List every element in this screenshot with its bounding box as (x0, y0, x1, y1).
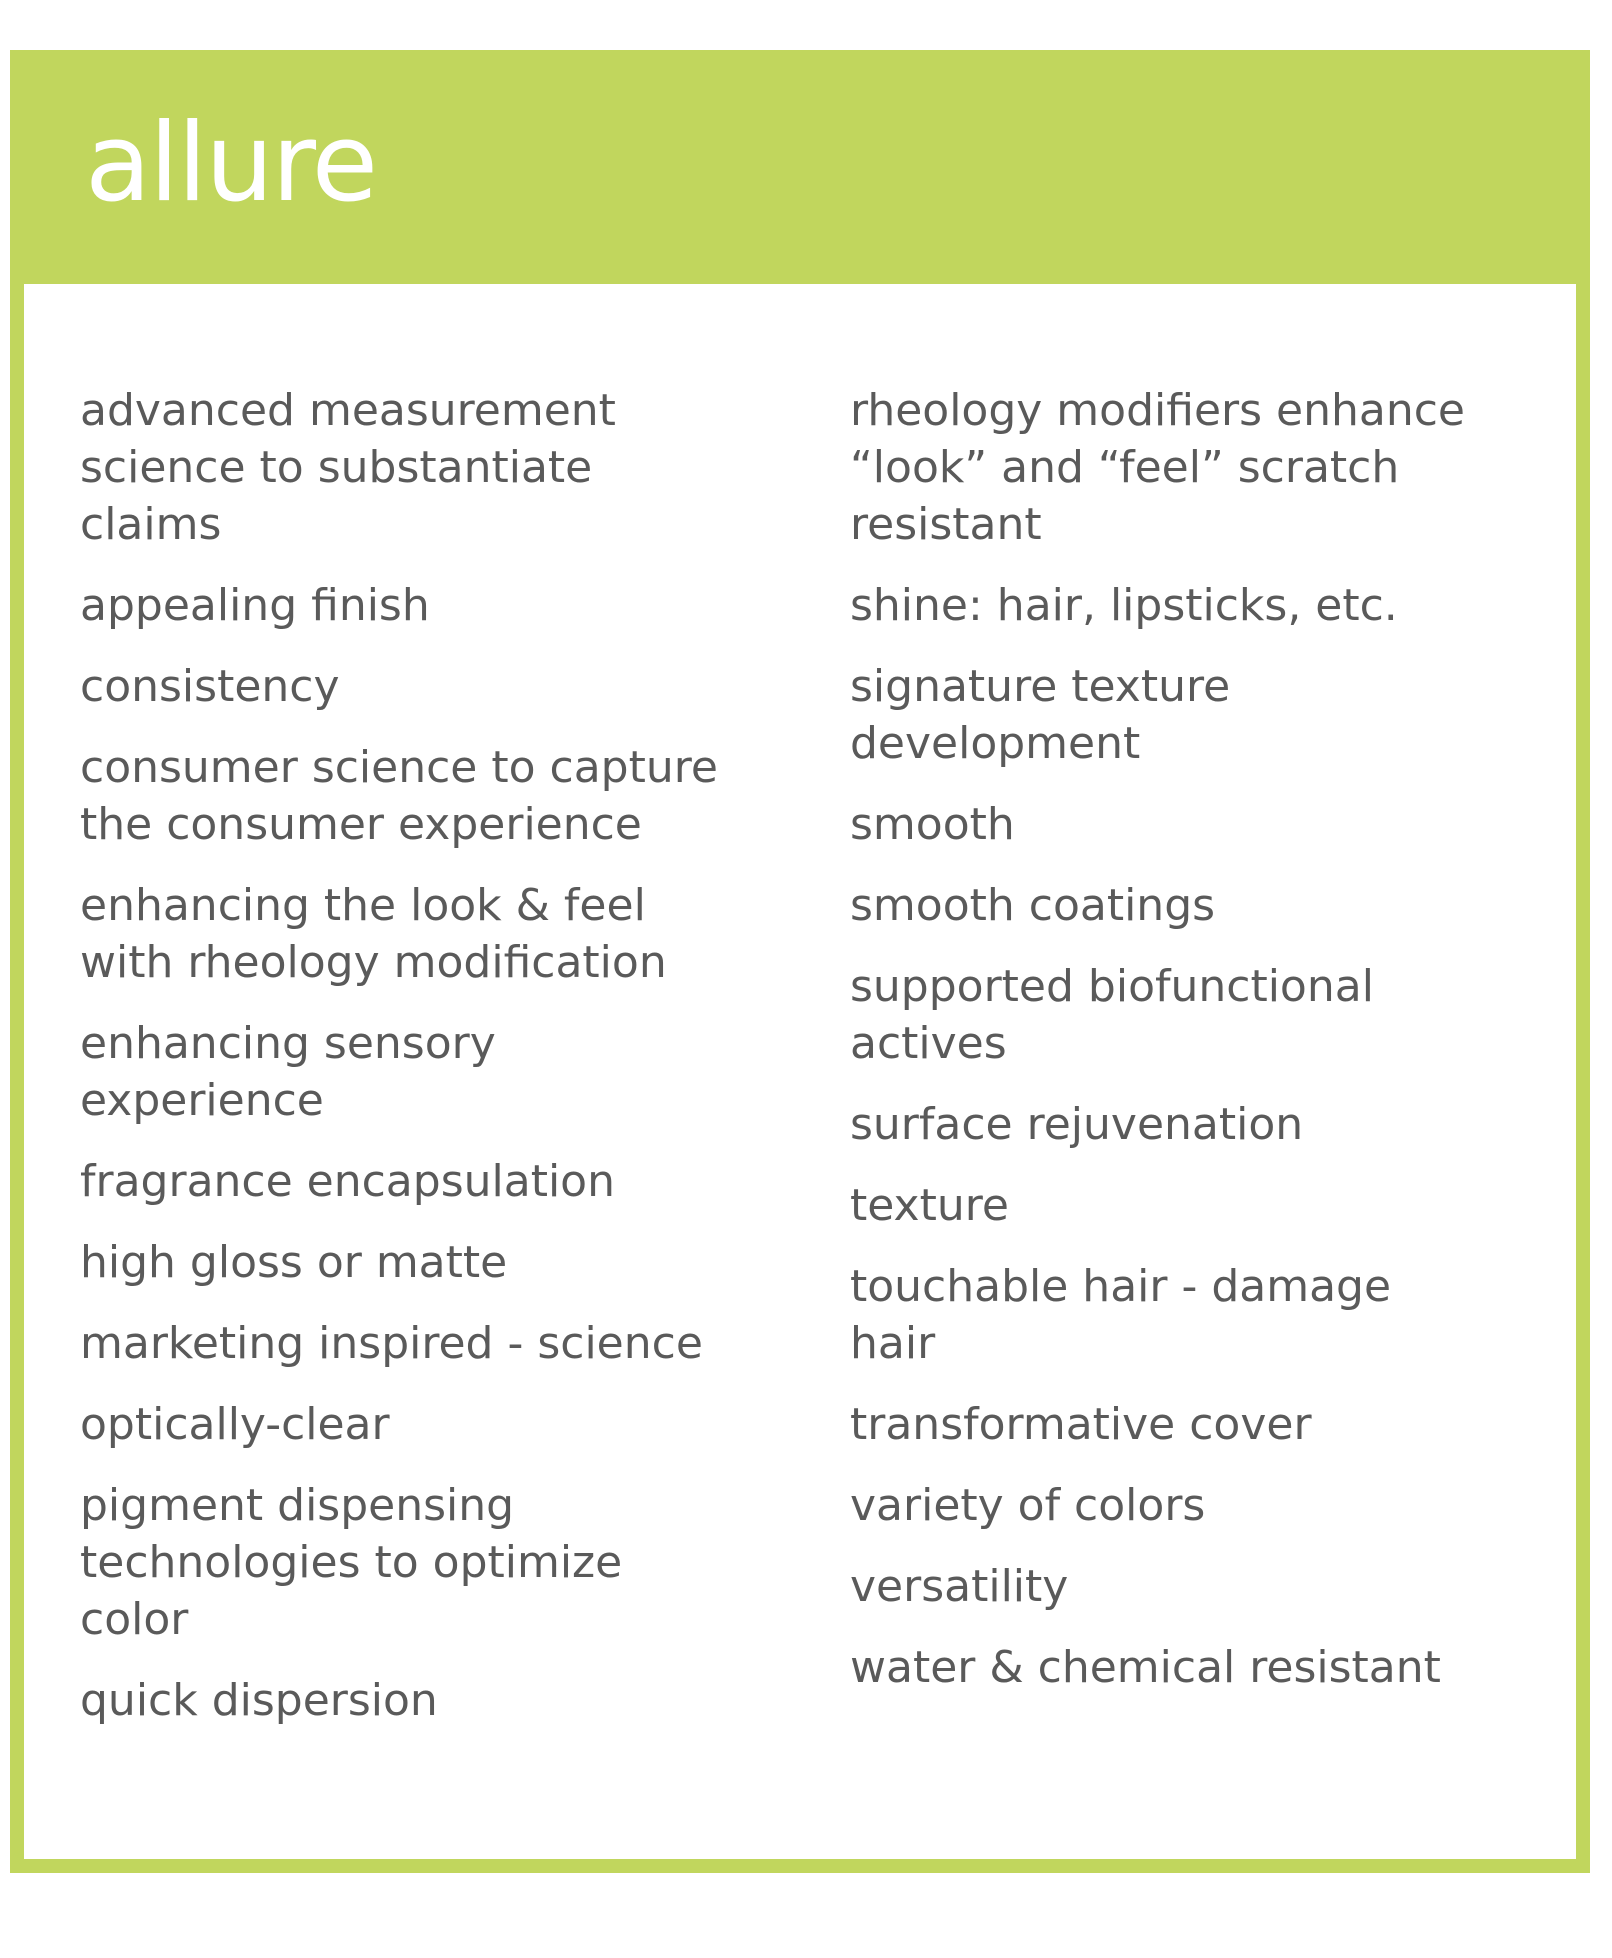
list-item: transformative cover (850, 1399, 1312, 1450)
list-item: supported biofunctional actives (850, 961, 1374, 1069)
list-item: marketing inspired - science (80, 1318, 703, 1369)
list-item: smooth (850, 799, 1015, 850)
list-item: pigment dispensing technologies to optimize color (80, 1480, 623, 1645)
list-item: enhancing sensory experience (80, 1018, 496, 1126)
list-item: fragrance encapsulation (80, 1156, 615, 1207)
list-item: water & chemical resistant (850, 1642, 1441, 1693)
list-item: shine: hair, lipsticks, etc. (850, 580, 1398, 631)
list-item: appealing finish (80, 580, 430, 631)
left-column-list (80, 382, 800, 1753)
list-item: variety of colors (850, 1480, 1206, 1531)
list-item: consistency (80, 661, 340, 712)
list-item: texture (850, 1180, 1009, 1231)
allure-card (10, 50, 1590, 1873)
list-item: surface rejuvenation (850, 1099, 1304, 1150)
card-title: allure (85, 101, 377, 226)
list-item: enhancing the look & feel with rheology modification (80, 880, 667, 988)
list-item: touchable hair - damage hair (850, 1261, 1392, 1369)
list-item: signature texture development (850, 661, 1231, 769)
list-item: quick dispersion (80, 1675, 438, 1726)
list-item: smooth coatings (850, 880, 1216, 931)
right-column-list (850, 382, 1590, 1720)
list-item: consumer science to capture the consumer experience (80, 742, 718, 850)
list-item: optically-clear (80, 1399, 390, 1450)
list-item: high gloss or matte (80, 1237, 508, 1288)
card-body (24, 284, 1576, 1859)
list-item: advanced measurement science to substantiate claims (80, 385, 616, 550)
list-item: rheology modifiers enhance “look” and “feel” scratch resistant (850, 385, 1465, 550)
list-item: versatility (850, 1561, 1069, 1612)
